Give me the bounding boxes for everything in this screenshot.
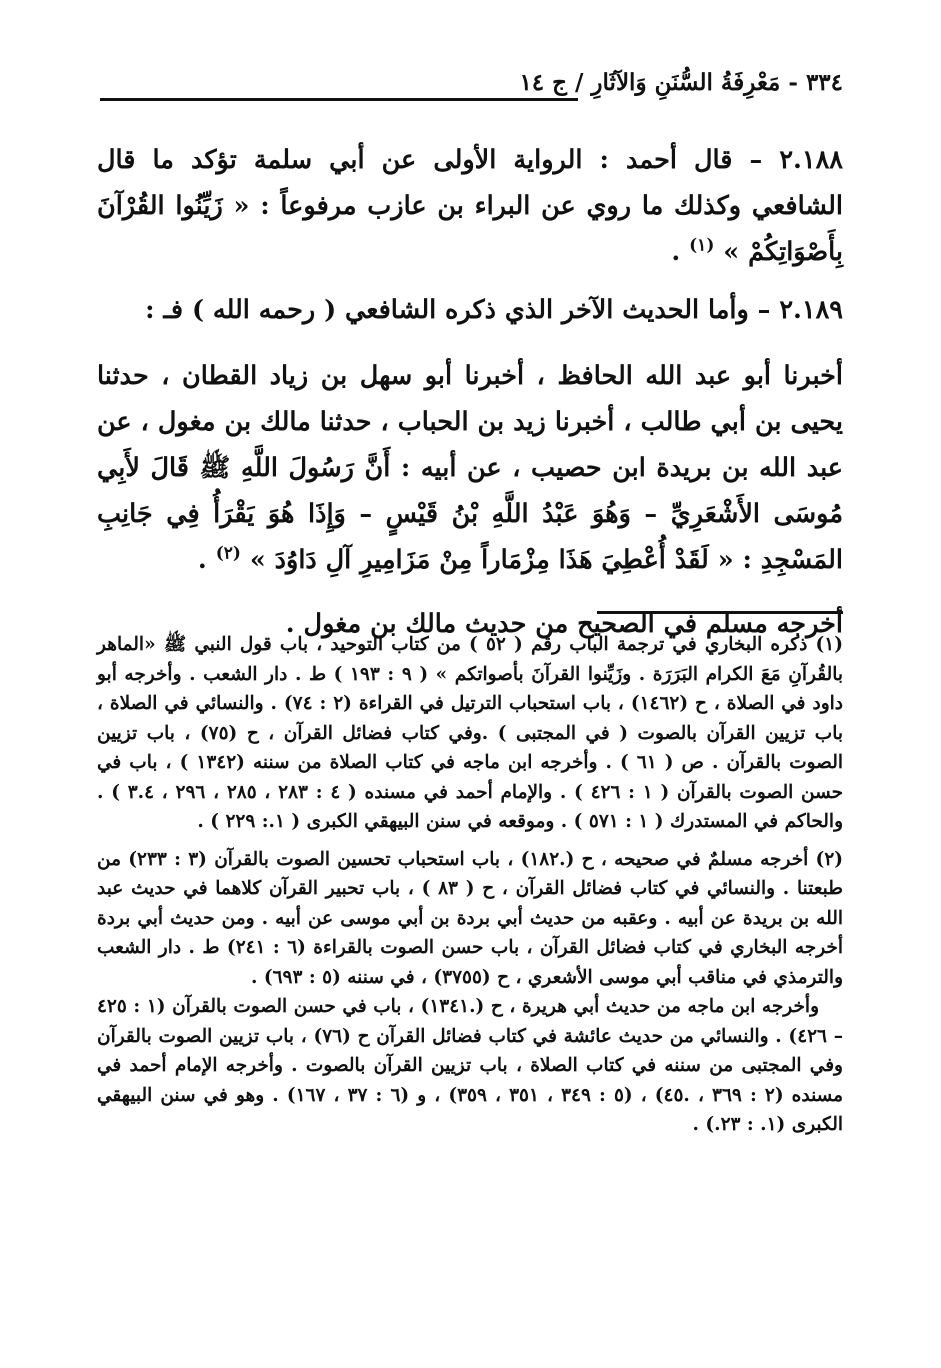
- main-text: [97, 137, 843, 647]
- paragraph-2188-text: ٢.١٨٨ – قال أحمد : الرواية الأولى عن أبي سلمة تؤكد ما قال الشافعي وكذلك ما روي عن البراء بن عازب مرفوعاً : « زَيِّنُوا القُرْآنَ بِأَصْوَاتِكُمْ »: [97, 145, 843, 267]
- footnote-separator: [597, 611, 843, 614]
- paragraph-2188: [97, 137, 843, 275]
- paragraph-2188-end: .: [671, 237, 681, 267]
- header-rule: [100, 98, 578, 101]
- footnote-2: (٢) أخرجه مسلمٌ في صحيحه ، ح (.١٨٢) ، باب استحباب تحسين الصوت بالقرآن (٣ : ٢٣٣) من طبعتنا . والنسائي في كتاب فضائل القرآن ، ح ( ٨٣ ) ، باب تحبير القرآن كلاهما في حديث عبد الله بن بريدة عن أبيه . وعقبه من حديث أبي بردة بن أبي موسى عن أبيه . ومن حديث أبي بردة أخرجه البخاري في كتاب فضائل القرآن ، باب حسن الصوت بالقراءة (٦ : ٢٤١) ط . دار الشعب والترمذي في مناقب أبي موسى الأشعري ، ح (٣٧٥٥) ، في سننه (٥ : ٦٩٣) .: [97, 848, 844, 988]
- hadith-isnad: [97, 353, 843, 583]
- footnote-ref-2[interactable]: (٢): [215, 543, 241, 564]
- footnote-ref-1[interactable]: (١): [689, 235, 715, 256]
- footnotes: [97, 630, 843, 1140]
- running-header: ٣٣٤ - مَعْرِفَةُ السُّنَنِ وَالآثَارِ / ج ١٤: [519, 69, 843, 96]
- hadith-isnad-end: .: [197, 545, 207, 575]
- footnote-1: (١) ذكره البخاري في ترجمة الباب رقم ( ٥٢ ) من كتاب التوحيد ، باب قول النبي ﷺ «الماهر بالقُرآنِ مَعَ الكرام البَرَرَة . وزَيِّنوا القرآنَ بأصواتكم » ( ٩ : ١٩٣ ) ط . دار الشعب . وأخرجه أبو داود في الصلاة ، ح (١٤٦٢) ، باب استحباب الترتيل في القراءة (٢ : ٧٤) . والنسائي في الصلاة ، باب تزيين القرآن بالصوت ( في المجتبى ) .وفي كتاب فضائل القرآن ، ح (٧٥) ، باب تزيين الصوت بالقرآن . ص ( ٦١ ) . وأخرجه ابن ماجه في كتاب الصلاة من سننه (١٣٤٢ ) ، باب في حسن الصوت بالقرآن ( ١ : ٤٢٦ ) . والإمام أحمد في مسنده ( ٤ : ٢٨٣ ، ٢٨٥ ، ٢٩٦ ، ٣.٤ ) . والحاكم في المستدرك ( ١ : ٥٧١ ) . وموقعه في سنن البيهقي الكبرى ( ١.: ٢٢٩ ) .: [97, 634, 844, 832]
- footnote-2-continued: وأخرجه ابن ماجه من حديث أبي هريرة ، ح (.١٣٤١) ، باب في حسن الصوت بالقرآن (١ : ٤٢٥ – ٤٢٦) . والنسائي من حديث عائشة في كتاب فضائل القرآن ح (٧٦) ، باب تزيين الصوت بالقرآن وفي المجتبى من سننه في كتاب الصلاة ، باب تزيين القرآن بالصوت . وأخرجه الإمام أحمد في مسنده (٢ : ٣٦٩ ، .٤٥) ، (٥ : ٣٤٩ ، ٣٥١ ، ٣٥٩) ، و (٦ : ٣٧ ، ١٦٧) . وهو في سنن البيهقي الكبرى (١. : ٢٣.) .: [97, 996, 844, 1135]
- paragraph-2189: ٢.١٨٩ – وأما الحديث الآخر الذي ذكره الشافعي ( رحمه الله ) فـ :: [145, 295, 843, 325]
- hadith-isnad-text: أخبرنا أبو عبد الله الحافظ ، أخبرنا أبو سهل بن زياد القطان ، حدثنا يحيى بن أبي طالب ، أخبرنا زيد بن الحباب ، حدثنا مالك بن مغول ، عن عبد الله بن بريدة ابن حصيب ، عن أبيه : أَنَّ رَسُولَ اللَّهِ ﷺ قَالَ لأَبِي مُوسَى الأَشْعَرِيِّ – وَهُوَ عَبْدُ اللَّهِ بْنُ قَيْسٍ – وَإِذَا هُوَ يَقْرَأُ فِي جَانِبِ المَسْجِدِ : « لَقَدْ أُعْطِيَ هَذَا مِزْمَاراً مِنْ مَزَامِيرِ آلِ دَاوُدَ »: [97, 361, 843, 575]
- takhrij-line: أخرجه مسلم في الصحيح من حديث مالك بن مغول .: [285, 609, 843, 639]
